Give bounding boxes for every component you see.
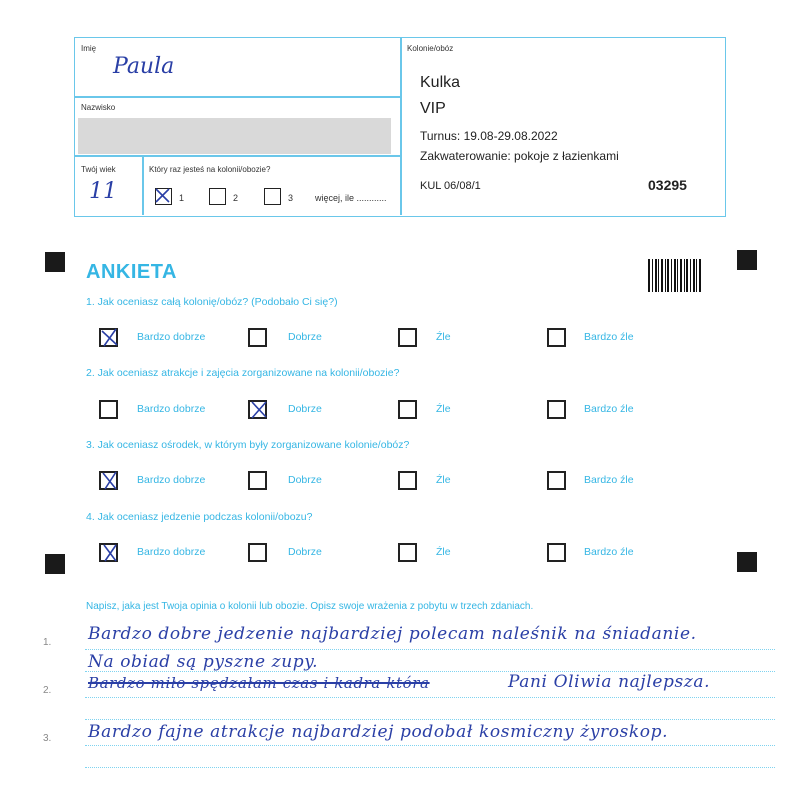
q3-option-bardzo-dobrze[interactable] (99, 471, 118, 490)
question-3: 3. Jak oceniasz ośrodek, w którym były zorganizowane kolonie/obóz? (86, 439, 410, 451)
q1-label-bardzo-zle: Bardzo źle (584, 331, 634, 343)
q1-option-bardzo-zle[interactable] (547, 328, 566, 347)
camp-name: Kulka (420, 74, 461, 91)
name-value[interactable]: Paula (113, 54, 175, 79)
age-label: Twój wiek (81, 165, 116, 174)
q4-label-dobrze: Dobrze (288, 546, 322, 558)
answer-line (85, 767, 775, 768)
question-4: 4. Jak oceniasz jedzenie podczas kolonii/obozu? (86, 511, 313, 523)
q3-label-dobrze: Dobrze (288, 474, 322, 486)
q3-option-dobrze[interactable] (248, 471, 267, 490)
answer-line (85, 649, 775, 650)
times-label: Który raz jesteś na kolonii/obozie? (149, 165, 271, 174)
q4-label-zle: Źle (436, 546, 451, 558)
q2-option-dobrze[interactable] (248, 400, 267, 419)
registration-marker (737, 250, 757, 270)
registration-box (74, 37, 726, 217)
q1-option-bardzo-dobrze[interactable] (99, 328, 118, 347)
opinion-intro: Napisz, jaka jest Twoja opinia o kolonii lub obozie. Opisz swoje wrażenia z pobytu w trzech zdaniach. (86, 601, 534, 612)
line-number-3: 3. (43, 733, 52, 744)
q4-option-zle[interactable] (398, 543, 417, 562)
camp-type: VIP (420, 100, 446, 117)
q4-option-bardzo-zle[interactable] (547, 543, 566, 562)
q1-option-zle[interactable] (398, 328, 417, 347)
q2-label-dobrze: Dobrze (288, 403, 322, 415)
name-label: Imię (81, 44, 97, 53)
q3-label-bardzo-zle: Bardzo źle (584, 474, 634, 486)
line-number-2: 2. (43, 685, 52, 696)
barcode-icon (648, 259, 704, 292)
times-checkbox-3[interactable] (264, 188, 281, 205)
age-value[interactable]: 11 (89, 179, 117, 204)
answer-line-3[interactable]: Bardzo fajne atrakcje najbardziej podobał kosmiczny żyroskop. (88, 722, 669, 742)
registration-marker (45, 554, 65, 574)
answer-line-1[interactable]: Bardzo dobre jedzenie najbardziej polecam naleśnik na śniadanie. (88, 624, 697, 644)
q3-label-zle: Źle (436, 474, 451, 486)
turnus: Turnus: 19.08-29.08.2022 (420, 129, 558, 143)
answer-line (85, 745, 775, 746)
q1-label-bardzo-dobrze: Bardzo dobrze (137, 331, 206, 343)
camp-code: KUL 06/08/1 (420, 180, 481, 192)
accommodation: Zakwaterowanie: pokoje z łazienkami (420, 149, 619, 163)
surname-label: Nazwisko (81, 103, 116, 112)
q2-label-bardzo-zle: Bardzo źle (584, 403, 634, 415)
times-option-1: 1 (179, 193, 185, 203)
q4-option-dobrze[interactable] (248, 543, 267, 562)
check-mark-icon (99, 542, 121, 564)
times-more: więcej, ile ............ (315, 193, 387, 203)
form-number: 03295 (648, 177, 687, 193)
check-mark-icon (248, 399, 270, 421)
check-mark-icon (154, 187, 171, 204)
q2-option-zle[interactable] (398, 400, 417, 419)
answer-line (85, 697, 775, 698)
q4-option-bardzo-dobrze[interactable] (99, 543, 118, 562)
q1-label-zle: Źle (436, 331, 451, 343)
q4-label-bardzo-zle: Bardzo źle (584, 546, 634, 558)
q2-label-bardzo-dobrze: Bardzo dobrze (137, 403, 206, 415)
surname-redaction (78, 118, 391, 154)
answer-line-2-crossed-out: Bardzo miło spędzałam czas i kadra która (88, 674, 430, 692)
answer-line-1-continued[interactable]: Na obiad są pyszne zupy. (88, 652, 319, 672)
survey-title: ANKIETA (86, 261, 177, 283)
q2-option-bardzo-zle[interactable] (547, 400, 566, 419)
question-1: 1. Jak oceniasz całą kolonię/obóz? (Podobało Ci się?) (86, 296, 338, 308)
line-number-1: 1. (43, 637, 52, 648)
q2-label-zle: Źle (436, 403, 451, 415)
answer-line-2[interactable]: Pani Oliwia najlepsza. (508, 672, 711, 692)
registration-marker (45, 252, 65, 272)
q1-label-dobrze: Dobrze (288, 331, 322, 343)
q4-label-bardzo-dobrze: Bardzo dobrze (137, 546, 206, 558)
times-option-3: 3 (288, 193, 294, 203)
q3-label-bardzo-dobrze: Bardzo dobrze (137, 474, 206, 486)
camp-label: Kolonie/obóz (407, 44, 454, 53)
q2-option-bardzo-dobrze[interactable] (99, 400, 118, 419)
answer-line (85, 719, 775, 720)
q3-option-zle[interactable] (398, 471, 417, 490)
q3-option-bardzo-zle[interactable] (547, 471, 566, 490)
check-mark-icon (99, 327, 121, 349)
question-2: 2. Jak oceniasz atrakcje i zajęcia zorganizowane na kolonii/obozie? (86, 367, 400, 379)
times-checkbox-2[interactable] (209, 188, 226, 205)
times-option-2: 2 (233, 193, 239, 203)
registration-marker (737, 552, 757, 572)
times-checkbox-1[interactable] (155, 188, 172, 205)
check-mark-icon (99, 470, 121, 492)
q1-option-dobrze[interactable] (248, 328, 267, 347)
